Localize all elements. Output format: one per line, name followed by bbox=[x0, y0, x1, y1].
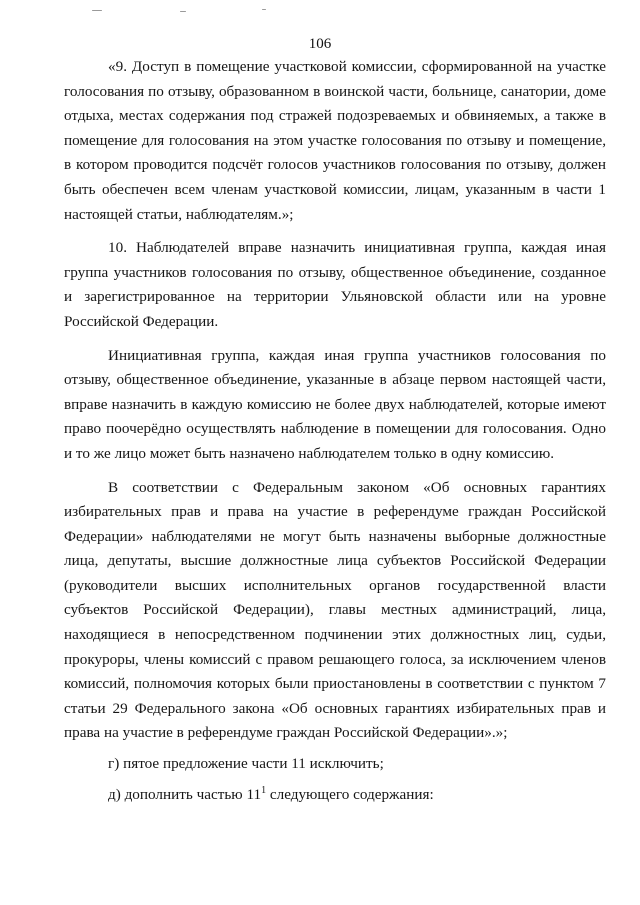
superscript-number: 1 bbox=[261, 784, 267, 796]
paragraph-observer-access: «9. Доступ в помещение участковой комиссии, сформированной на участке голосования по отзыву, образованном в воинской части, больнице, санатории, доме отдыха, местах содержания под стражей подозреваемых и обвиняемых, а также в помещение для голосования на этом участке голосования по отзыву и помещение, в котором проводится подсчёт голосов участников голосования по отзыву, должен быть обеспечен всем членам участковой комиссии, лицам, указанным в части 1 настоящей статьи, наблюдателям.»; bbox=[64, 58, 606, 223]
document-body bbox=[64, 55, 606, 807]
scan-mark bbox=[262, 9, 266, 10]
page-number: 106 bbox=[308, 36, 332, 52]
paragraph-observer-restrictions: В соответствии с Федеральным законом «Об основных гарантиях избирательных прав и права на участие в референдуме граждан Российской Федерации» наблюдателями не могут быть назначены выборные должностные лица, депутаты, высшие должностные лица субъектов Российской Федерации (руководители высших исполнительных органов государственной власти субъектов Российской Федерации), главы местных администраций, лица, находящиеся в непосредственном подчинении этих должностных лиц, судьи, прокуроры, члены комиссий с правом решающего голоса, за исключением членов комиссий, полномочия которых были приостановлены в соответствии с пунктом 7 статьи 29 Федерального закона «Об основных гарантиях избирательных прав и права на участие в референдуме граждан Российской Федерации».»; bbox=[64, 478, 606, 742]
list-item-d bbox=[64, 783, 606, 808]
list-item-d-text: д) дополнить частью 11 bbox=[108, 785, 262, 803]
list-item-d-tail: следующего содержания: bbox=[266, 785, 434, 803]
scan-mark bbox=[180, 11, 186, 12]
scan-mark bbox=[92, 10, 102, 11]
paragraph-observer-appointment: 10. Наблюдателей вправе назначить инициативная группа, каждая иная группа участников голосования по отзыву, общественное объединение, созданное и зарегистрированное на территории Ульяновской области или на уровне Российской Федерации. bbox=[64, 239, 606, 330]
list-item-g: г) пятое предложение части 11 исключить; bbox=[108, 755, 384, 773]
paragraph-observer-limit: Инициативная группа, каждая иная группа участников голосования по отзыву, общественное объединение, указанные в абзаце первом настоящей части, вправе назначить в каждую комиссию не более двух наблюдателей, которые имеют право поочерёдно осуществлять наблюдение в помещении для голосования. Одно и то же лицо может быть назначено наблюдателем только в одну комиссию. bbox=[64, 346, 606, 462]
